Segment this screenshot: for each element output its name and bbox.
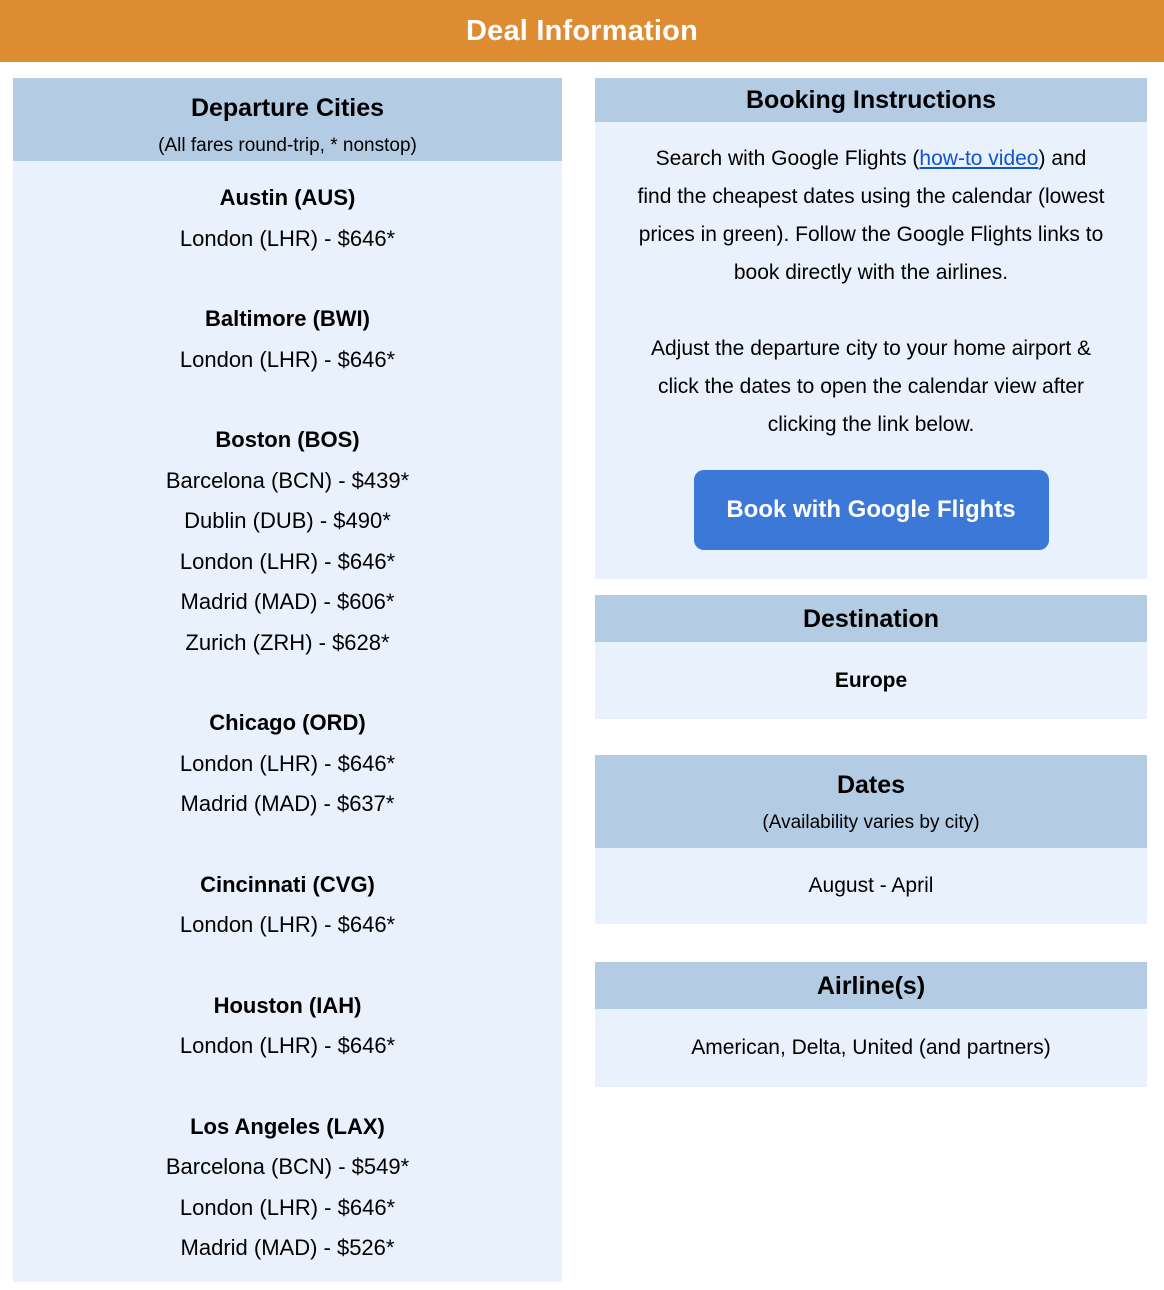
book-with-google-flights-button[interactable]: Book with Google Flights	[694, 470, 1049, 550]
airlines-section	[595, 962, 1147, 1087]
fare-line: London (LHR) - $646*	[179, 225, 396, 251]
departure-city-group	[13, 1107, 562, 1269]
departure-city-group	[13, 420, 562, 663]
how-to-video-link[interactable]: how-to video	[919, 147, 1039, 170]
city-name: Austin (AUS)	[219, 185, 356, 210]
booking-instructions-body	[595, 122, 1147, 579]
fare-line: London (LHR) - $646*	[179, 750, 396, 776]
destination-header	[595, 595, 1147, 642]
fare-line: Dublin (DUB) - $490*	[184, 508, 391, 533]
dates-subtitle: (Availability varies by city)	[762, 812, 980, 833]
departure-city-group	[13, 986, 562, 1067]
fare-line: London (LHR) - $646*	[179, 346, 396, 372]
fare-line: London (LHR) - $646*	[179, 1033, 396, 1058]
airlines-title: Airline(s)	[816, 971, 926, 1000]
departure-cities-header	[13, 78, 562, 161]
dates-value: August - April	[808, 874, 934, 897]
departure-cities-title: Departure Cities	[190, 94, 385, 122]
fare-line: Madrid (MAD) - $526*	[180, 1235, 395, 1260]
fare-line: Madrid (MAD) - $606*	[180, 589, 395, 614]
fare-line: Barcelona (BCN) - $439*	[165, 467, 410, 493]
fare-line: Barcelona (BCN) - $549*	[165, 1154, 410, 1179]
booking-instructions-header	[595, 78, 1147, 122]
airlines-body	[595, 1009, 1147, 1087]
booking-paragraph-2: Adjust the departure city to your home airport & click the dates to open the calendar view after clicking the link below.	[650, 337, 1092, 436]
city-name: Baltimore (BWI)	[205, 306, 370, 331]
departure-cities-panel	[13, 78, 562, 1290]
dates-body	[595, 848, 1147, 924]
city-name: Boston (BOS)	[215, 427, 360, 452]
departure-cities-subtitle: (All fares round-trip, * nonstop)	[158, 135, 417, 156]
departure-city-group	[13, 299, 562, 380]
departure-city-group	[13, 178, 562, 259]
destination-body	[595, 642, 1147, 719]
fare-line: London (LHR) - $646*	[179, 1194, 396, 1220]
page-title: Deal Information	[466, 14, 698, 47]
airlines-header	[595, 962, 1147, 1009]
departure-city-group	[13, 703, 562, 825]
booking-para1-after: ) and find the cheapest dates using the calendar (lowest prices in green). Follow the Google Flights links to book directly with the airlines.	[637, 147, 1105, 284]
destination-value: Europe	[834, 668, 908, 692]
city-name: Cincinnati (CVG)	[200, 871, 375, 897]
city-name: Chicago (ORD)	[209, 710, 366, 735]
city-name: Los Angeles (LAX)	[190, 1113, 385, 1139]
deal-information-banner	[0, 0, 1164, 62]
fare-line: Zurich (ZRH) - $628*	[185, 629, 390, 655]
booking-instructions-title: Booking Instructions	[746, 86, 996, 114]
dates-header	[595, 755, 1147, 848]
departure-cities-list	[13, 161, 562, 1282]
booking-paragraph-1	[636, 140, 1106, 292]
booking-instructions-section	[595, 78, 1147, 579]
dates-section	[595, 755, 1147, 924]
destination-title: Destination	[802, 604, 940, 633]
fare-line: London (LHR) - $646*	[179, 548, 396, 574]
booking-para1-before: Search with Google Flights (	[655, 147, 920, 170]
right-column	[595, 78, 1147, 1087]
city-name: Houston (IAH)	[213, 992, 362, 1018]
fare-line: Madrid (MAD) - $637*	[180, 791, 395, 816]
dates-title: Dates	[836, 771, 906, 799]
destination-section	[595, 595, 1147, 719]
departure-city-group	[13, 865, 562, 946]
airlines-value: American, Delta, United (and partners)	[691, 1036, 1051, 1059]
fare-line: London (LHR) - $646*	[179, 912, 396, 937]
